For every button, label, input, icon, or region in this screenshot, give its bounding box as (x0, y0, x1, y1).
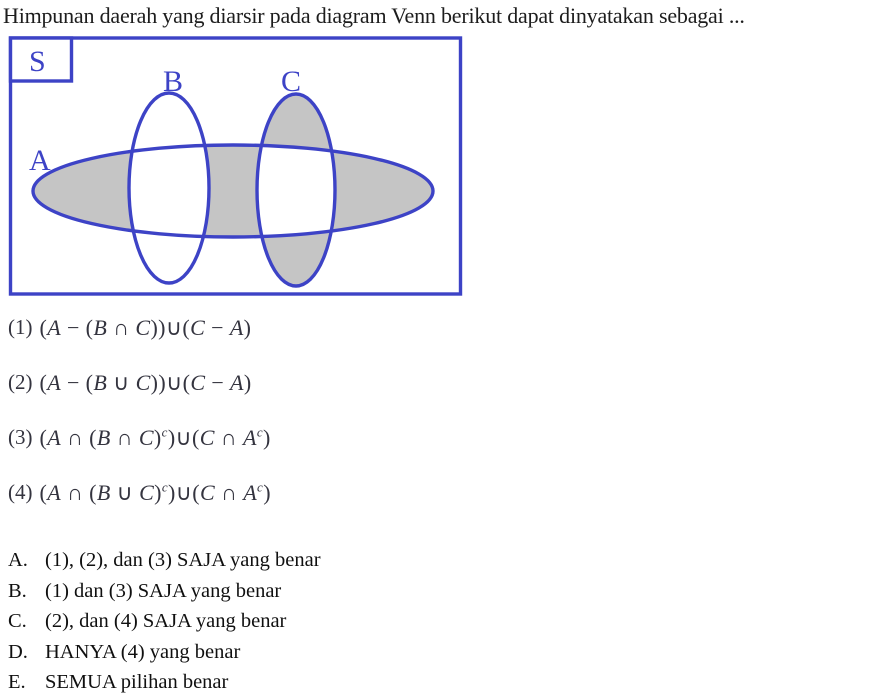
venn-diagram (8, 36, 464, 298)
statement-3 (8, 424, 271, 479)
option-text: HANYA (4) yang benar (45, 640, 241, 663)
option-text: SEMUA pilihan benar (45, 671, 229, 694)
statement-formula: (A ∩ (B ∩ C)$^c$)∪(C ∩ $A^c$) (39, 424, 271, 450)
label-c: C (281, 65, 302, 98)
option-letter: E. (8, 671, 26, 694)
answer-option-d (8, 637, 321, 668)
statements-list (8, 314, 271, 534)
statement-formula: (A − (B ∪ C))∪(C − A) (39, 370, 252, 395)
option-text: (2), dan (4) SAJA yang benar (45, 610, 287, 633)
label-a: A (29, 144, 51, 177)
statement-2 (8, 369, 271, 424)
label-b: B (163, 65, 184, 98)
answer-option-c (8, 606, 321, 637)
option-letter: A. (8, 549, 28, 571)
statement-number: (4) (8, 480, 33, 504)
option-text: (1), (2), dan (3) SAJA yang benar (45, 549, 321, 571)
statement-1 (8, 314, 271, 369)
label-s: S (29, 45, 46, 78)
options-list (8, 545, 321, 698)
statement-formula: (A ∩ (B ∪ C)$^c$)∪(C ∩ $A^c$) (39, 479, 271, 505)
option-letter: C. (8, 610, 27, 633)
answer-option-e (8, 667, 321, 698)
answer-option-a (8, 545, 321, 576)
answer-option-b (8, 576, 321, 607)
question-title: Himpunan daerah yang diarsir pada diagram Venn berikut dapat dinyatakan sebagai ... (3, 3, 745, 28)
statement-number: (2) (8, 370, 33, 394)
statement-formula: (A − (B ∩ C))∪(C − A) (39, 315, 252, 340)
option-letter: D. (8, 640, 28, 663)
statement-number: (1) (8, 315, 33, 339)
statement-number: (3) (8, 425, 33, 449)
statement-4 (8, 479, 271, 534)
option-text: (1) dan (3) SAJA yang benar (45, 579, 282, 602)
option-letter: B. (8, 579, 27, 602)
